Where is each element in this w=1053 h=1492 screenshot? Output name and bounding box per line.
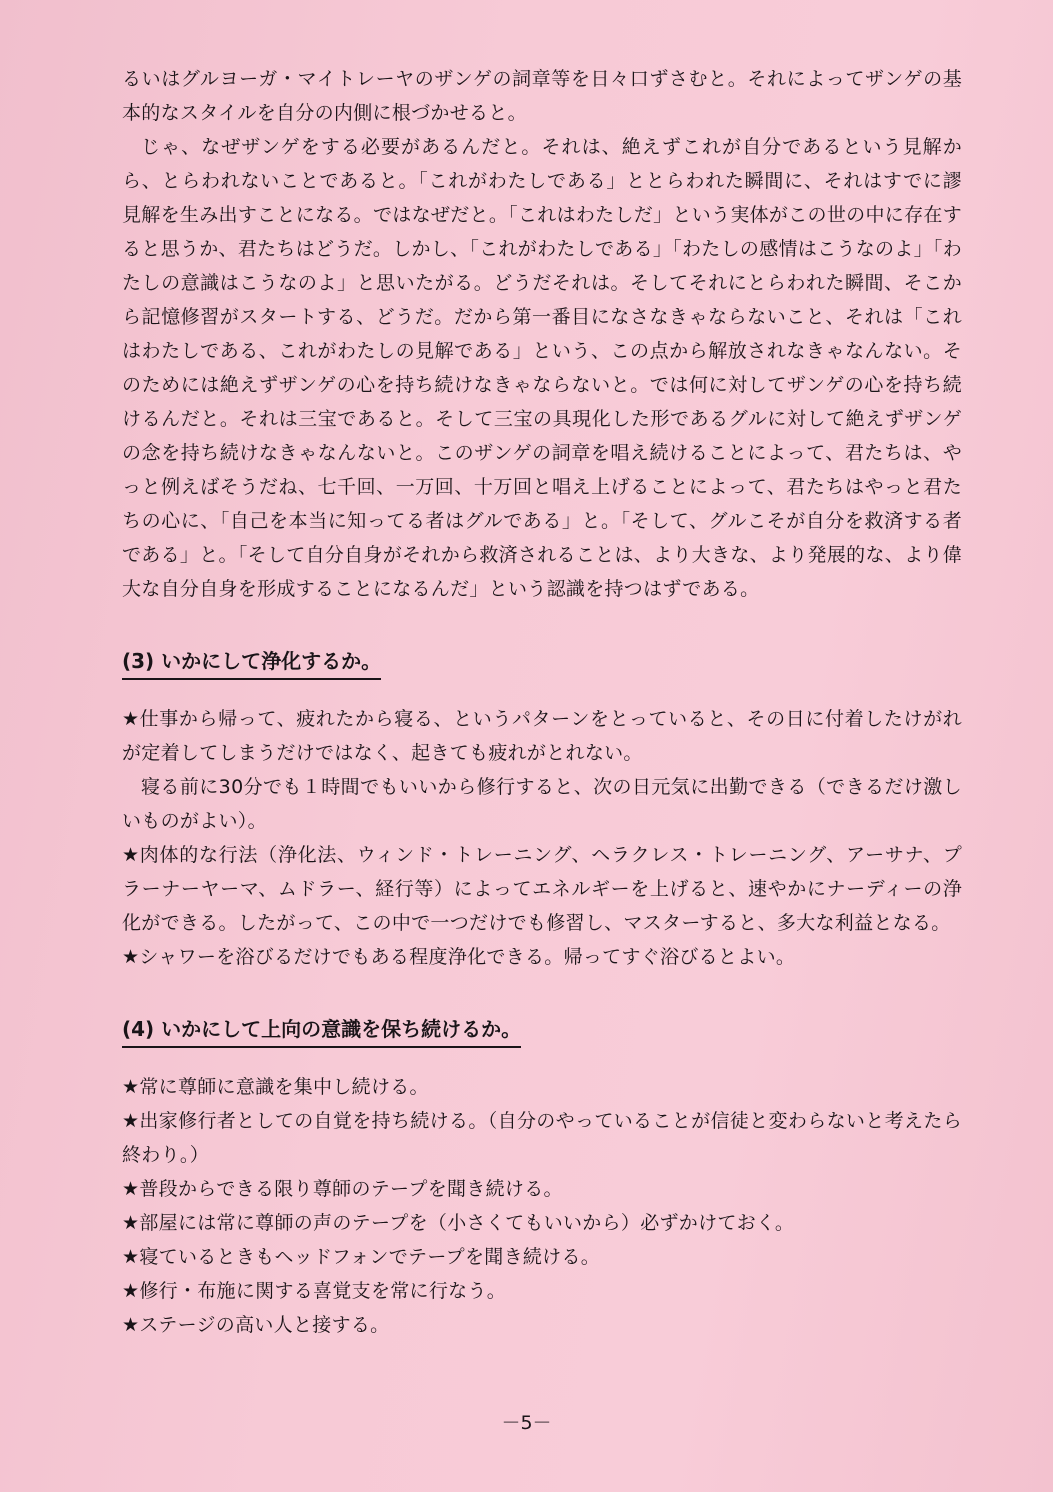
bullet-text: 寝る前に30分でも１時間でもいいから修行すると、次の日元気に出勤できる（できるだけ激しいものがよい）。 <box>122 776 962 832</box>
bullet-item <box>122 1070 962 1104</box>
bullet-item <box>122 770 962 838</box>
bullet-text: シャワーを浴びるだけでもある程度浄化できる。帰ってすぐ浴びるとよい。 <box>139 946 796 968</box>
section-3-heading: (3) いかにして浄化するか。 <box>122 644 381 680</box>
section-4-heading: (4) いかにして上向の意識を保ち続けるか。 <box>122 1012 521 1048</box>
bullet-text: 常に尊師に意識を集中し続ける。 <box>139 1076 429 1098</box>
star-bullet-icon: ★ <box>122 946 140 968</box>
bullet-text: 仕事から帰って、疲れたから寝る、というパターンをとっていると、その日に付着したけがれが定着してしまうだけではなく、起きても疲れがとれない。 <box>122 708 962 764</box>
bullet-item <box>122 1308 962 1342</box>
star-bullet-icon: ★ <box>122 1314 140 1336</box>
bullet-text: ステージの高い人と接する。 <box>139 1314 390 1336</box>
bullet-item <box>122 1104 962 1172</box>
star-bullet-icon: ★ <box>122 1110 140 1132</box>
intro-paragraph: るいはグルヨーガ・マイトレーヤのザンゲの詞章等を日々口ずさむと。それによってザンゲの基本的なスタイルを自分の内側に根づかせると。 <box>122 68 962 124</box>
star-bullet-icon: ★ <box>122 1212 140 1234</box>
bullet-text: 出家修行者としての自覚を持ち続ける。（自分のやっていることが信徒と変わらないと考えたら終わり。） <box>122 1110 962 1166</box>
bullet-item <box>122 702 962 770</box>
star-bullet-icon: ★ <box>122 1246 140 1268</box>
bullet-item <box>122 838 962 940</box>
bullet-item <box>122 1240 962 1274</box>
bullet-text: 修行・布施に関する喜覚支を常に行なう。 <box>139 1280 507 1302</box>
bullet-text: 部屋には常に尊師の声のテープを（小さくてもいいから）必ずかけておく。 <box>139 1212 795 1234</box>
star-bullet-icon: ★ <box>122 844 140 866</box>
bullet-item <box>122 1172 962 1206</box>
page-content <box>122 62 962 1342</box>
bullet-item <box>122 1274 962 1308</box>
bullet-text: 普段からできる限り尊師のテープを聞き続ける。 <box>139 1178 563 1200</box>
intro-paragraph: じゃ、なぜザンゲをする必要があるんだと。それは、絶えずこれが自分であるという見解から、とらわれないことであると。「これがわたしである」ととらわれた瞬間に、それはすでに謬見解を生み出すことになる。ではなぜだと。「これはわたしだ」という実体がこの世の中に存在すると思うか、君たちはどうだ。しかし、「これがわたしである」「わたしの感情はこうなのよ」「わたしの意識はこうなのよ」と思いたがる。どうだそれは。そしてそれにとらわれた瞬間、そこから記憶修習がスタートする、どうだ。だから第一番目になさなきゃならないこと、それは「これはわたしである、これがわたしの見解である」という、この点から解放されなきゃなんない。そのためには絶えずザンゲの心を持ち続けなきゃならないと。では何に対してザンゲの心を持ち続けるんだと。それは三宝であると。そして三宝の具現化した形であるグルに対して絶えずザンゲの念を持ち続けなきゃなんないと。このザンゲの詞章を唱え続けることによって、君たちは、やっと例えばそうだね、七千回、一万回、十万回と唱え上げることによって、君たちはやっと君たちの心に、「自己を本当に知ってる者はグルである」と。「そして、グルこそが自分を救済する者である」と。「そして自分自身がそれから救済されることは、より大きな、より発展的な、より偉大な自分自身を形成することになるんだ」という認識を持つはずである。 <box>122 136 963 600</box>
page-number: －5－ <box>501 1412 552 1434</box>
star-bullet-icon: ★ <box>122 1076 140 1098</box>
bullet-item <box>122 1206 962 1240</box>
bullet-text: 肉体的な行法（浄化法、ウィンド・トレーニング、ヘラクレス・トレーニング、アーサナ、プラーナーヤーマ、ムドラー、経行等）によってエネルギーを上げると、速やかにナーディーの浄化ができる。したがって、この中で一つだけでも修習し、マスターすると、多大な利益となる。 <box>122 844 962 934</box>
section-4-heading-wrap <box>122 1012 962 1048</box>
bullet-item <box>122 940 962 974</box>
star-bullet-icon: ★ <box>122 1178 140 1200</box>
star-bullet-icon: ★ <box>122 708 140 730</box>
star-bullet-icon: ★ <box>122 1280 140 1302</box>
section-3-heading-wrap <box>122 644 962 680</box>
bullet-text: 寝ているときもヘッドフォンでテープを聞き続ける。 <box>139 1246 601 1268</box>
